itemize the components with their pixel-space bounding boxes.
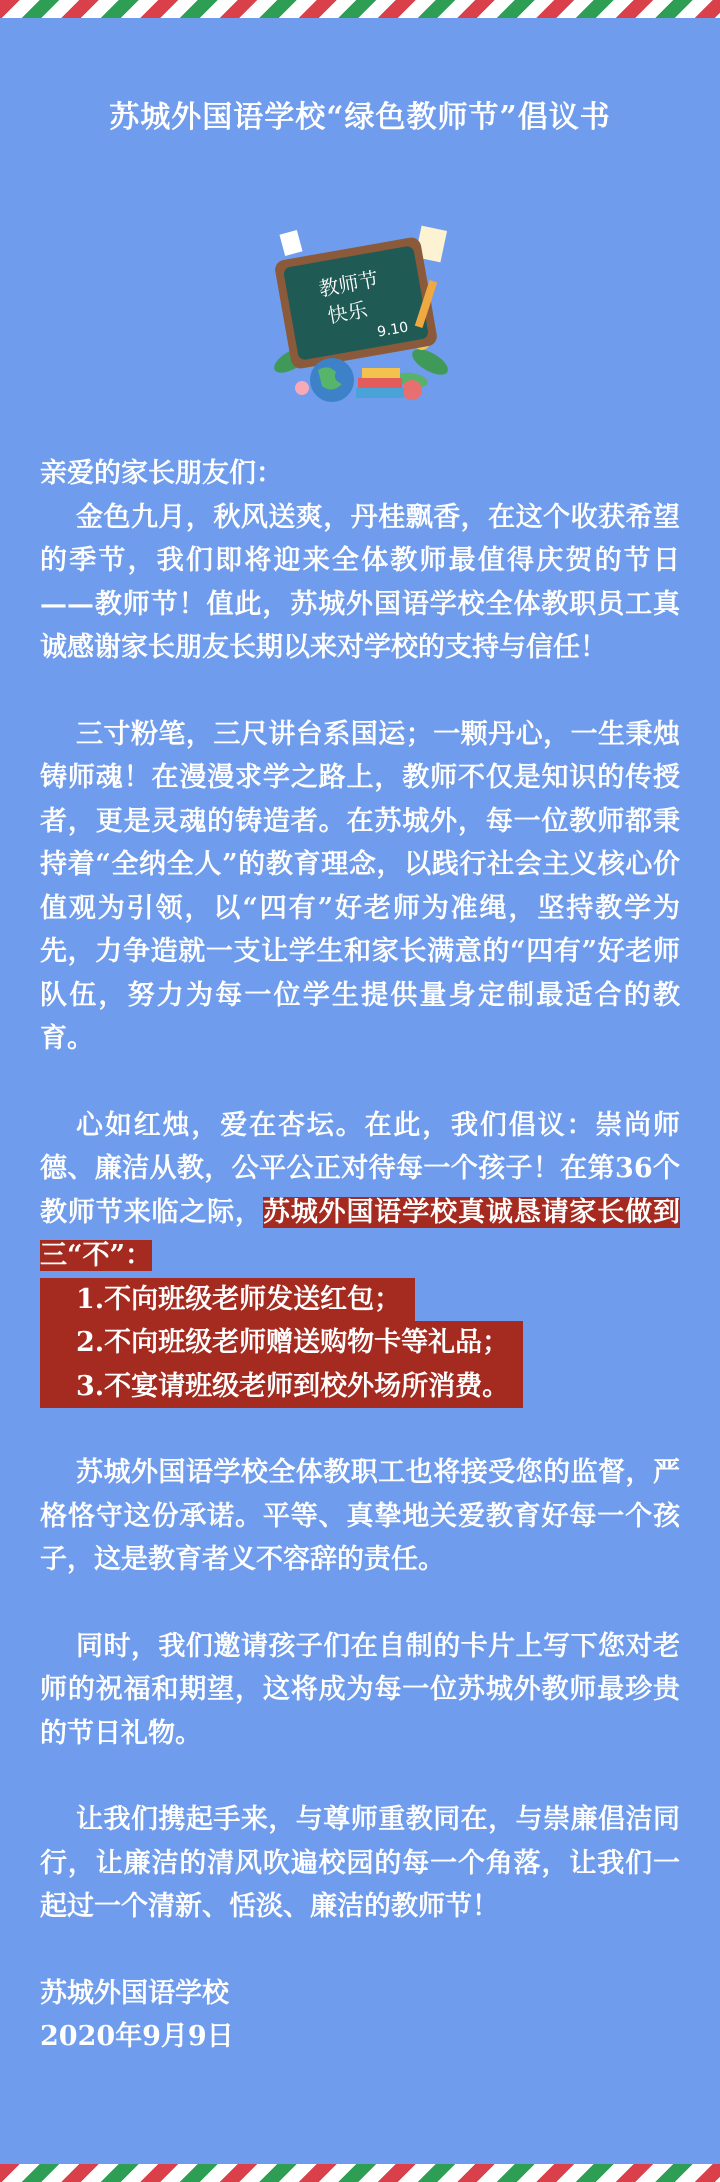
- request-item: 1.不向班级老师发送红包；: [40, 1278, 415, 1322]
- request-item: 3.不宴请班级老师到校外场所消费。: [40, 1365, 523, 1409]
- signature-date: 2020年9月9日: [40, 2021, 234, 2052]
- board-date-text: 9.10: [376, 319, 410, 341]
- letter-body: [40, 452, 680, 2059]
- board-text-line1: 教师节: [316, 266, 381, 302]
- paragraph-4: 苏城外国语学校全体教职工也将接受您的监督，严格恪守这份承诺。平等、真挚地关爱教育好每一个孩子，这是教育者义不容辞的责任。: [40, 1457, 680, 1575]
- highlighted-request: 苏城外国语学校真诚恳请家长做到三“不”：: [40, 1196, 681, 1271]
- blackboard-illustration-icon: [262, 210, 458, 410]
- paragraph-6: 让我们携起手来，与尊师重教同在，与崇廉倡洁同行，让廉洁的清风吹遍校园的每一个角落，让我们一起过一个清新、恬淡、廉洁的教师节！: [40, 1804, 680, 1922]
- request-item: 2.不向班级老师赠送购物卡等礼品；: [40, 1321, 523, 1365]
- bottom-decorative-stripe: [0, 2164, 720, 2182]
- board-text-line2: 快乐: [325, 297, 370, 328]
- paragraph-2: 三寸粉笔，三尺讲台系国运；一颗丹心，一生秉烛铸师魂！在漫漫求学之路上，教师不仅是知识的传授者，更是灵魂的铸造者。在苏城外，每一位教师都秉持着“全纳全人”的教育理念，以践行社会主义核心价值观为引领，以“四有”好老师为准绳，坚持教学为先，力争造就一支让学生和家长满意的“四有”好老师队伍，努力为每一位学生提供量身定制最适合的教育。: [40, 718, 680, 1054]
- paragraph-5: 同时，我们邀请孩子们在自制的卡片上写下您对老师的祝福和期望，这将成为每一位苏城外教师最珍贵的节日礼物。: [40, 1630, 680, 1749]
- signature-school: 苏城外国语学校: [40, 1977, 229, 2009]
- greeting: 亲爱的家长朋友们：: [40, 458, 283, 489]
- paragraph-3: [40, 1104, 680, 1278]
- top-decorative-stripe: [0, 0, 720, 18]
- paragraph-3-text: 心如红烛，爱在杏坛。在此，我们倡议：崇尚师德、廉洁从教，公平公正对待每一个孩子！在第36个教师节来临之际，: [40, 1109, 680, 1228]
- paragraph-1: 金色九月，秋风送爽，丹桂飘香，在这个收获希望的季节，我们即将迎来全体教师最值得庆贺的节日——教师节！值此，苏城外国语学校全体教职员工真诚感谢家长朋友长期以来对学校的支持与信任！: [40, 501, 680, 663]
- page-title: 苏城外国语学校“绿色教师节”倡议书: [109, 100, 611, 135]
- request-list: [40, 1278, 680, 1409]
